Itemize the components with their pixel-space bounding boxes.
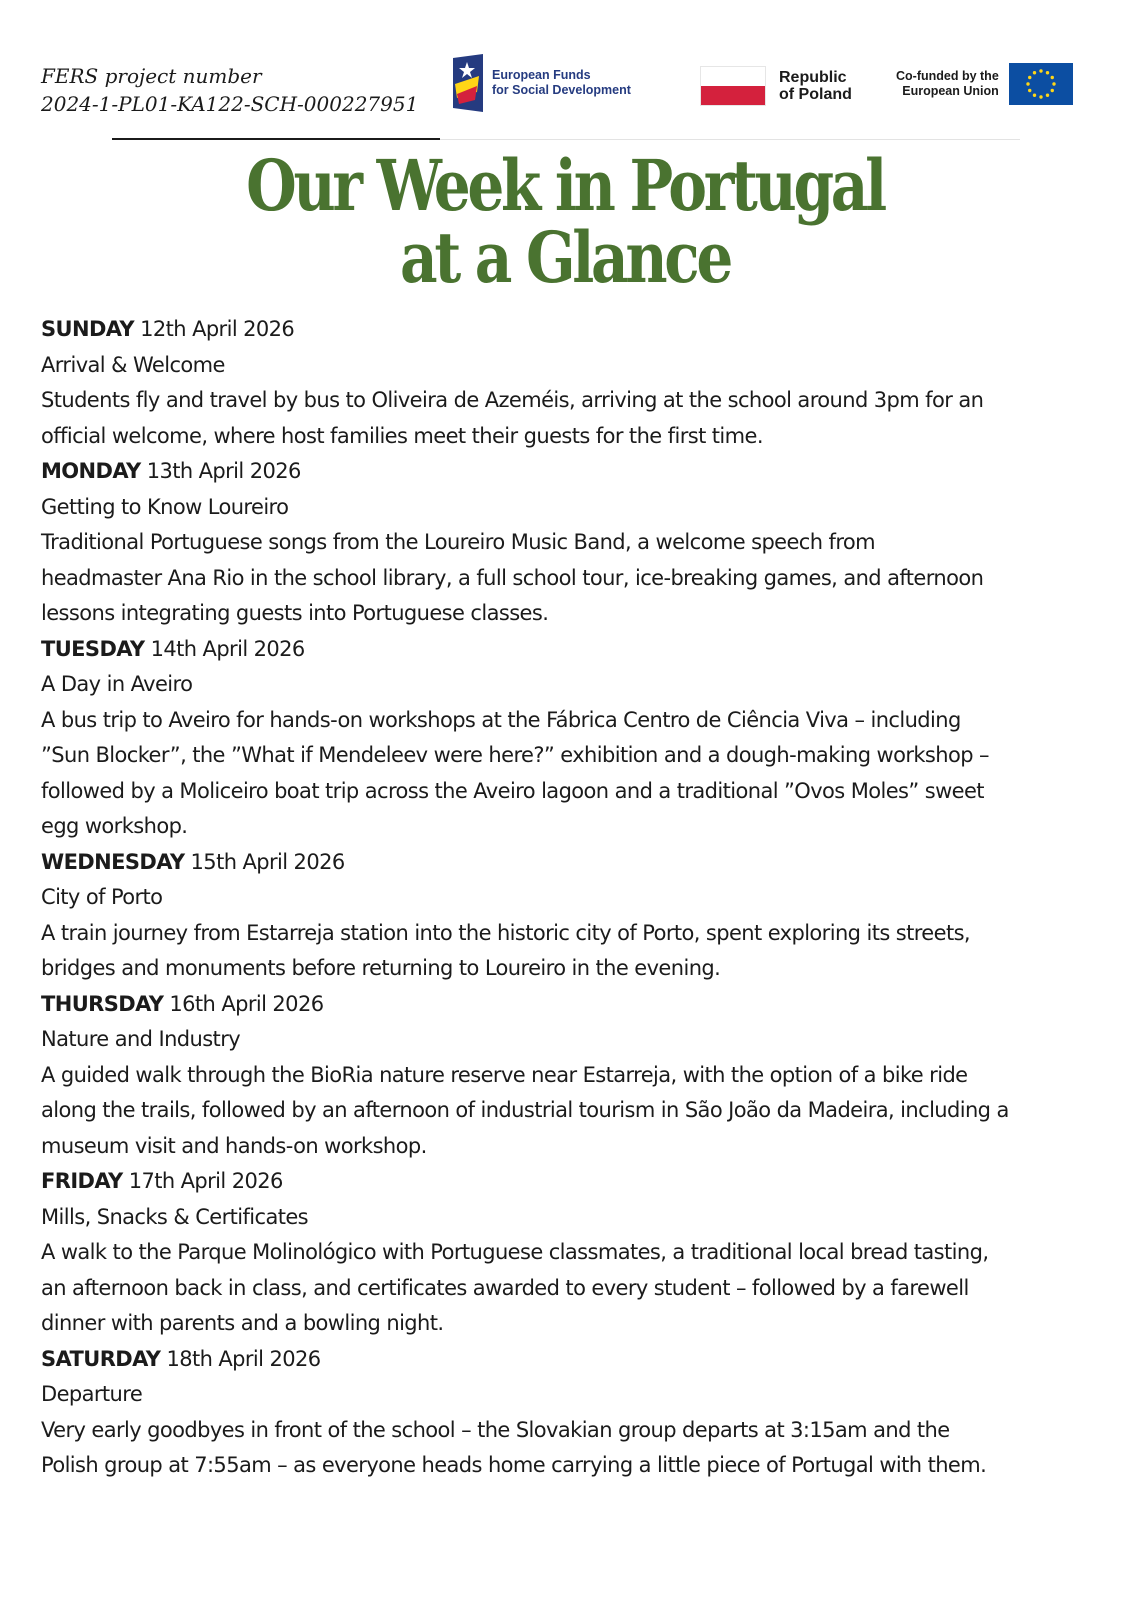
day-title <box>41 1164 1101 1200</box>
day-section <box>41 632 1101 845</box>
eu-star-icon <box>1046 94 1049 97</box>
day-heading: Arrival & Welcome <box>41 352 225 377</box>
european-funds-logo <box>453 54 631 112</box>
day-description-line: along the trails, followed by an afternoon of industrial tourism in São João da Madeira, including a <box>41 1098 1009 1122</box>
day-description-line: A bus trip to Aveiro for hands-on workshops at the Fábrica Centro de Ciência Viva – including <box>41 707 961 732</box>
day-description-line: an afternoon back in class, and certificates awarded to every student – followed by a farewell <box>41 1275 969 1300</box>
eu-star-icon <box>1026 82 1029 85</box>
day-name: THURSDAY <box>41 991 164 1016</box>
day-name: FRIDAY <box>41 1169 123 1193</box>
day-date: 16th April 2026 <box>169 991 324 1016</box>
republic-of-poland-text: Republic of Poland <box>779 69 852 103</box>
eu-star-icon <box>1050 89 1053 92</box>
republic-of-poland-logo <box>700 66 852 106</box>
day-title <box>41 845 1101 881</box>
day-date: 18th April 2026 <box>166 1346 321 1371</box>
day-date: 14th April 2026 <box>150 636 305 661</box>
day-title <box>41 312 1101 348</box>
project-number: 2024-1-PL01-KA122-SCH-000227951 <box>41 92 419 116</box>
day-description-line: ”Sun Blocker”, the ”What if Mendeleev were here?” exhibition and a dough-making workshop – <box>41 743 989 767</box>
day-description-line: Polish group at 7:55am – as everyone heads home carrying a little piece of Portugal with them. <box>41 1453 987 1477</box>
eu-cofunded-logo <box>896 63 1073 105</box>
day-description-line: bridges and monuments before returning to Loureiro in the evening. <box>41 956 721 980</box>
day-description-line: lessons integrating guests into Portuguese classes. <box>41 601 549 625</box>
day-date: 15th April 2026 <box>190 849 345 874</box>
page-title-line-2: at a Glance <box>399 216 730 299</box>
day-description-line: A guided walk through the BioRia nature reserve near Estarreja, with the option of a bike ride <box>41 1062 968 1087</box>
page-header <box>0 0 1130 140</box>
day-description-line: Students fly and travel by bus to Oliveira de Azeméis, arriving at the school around 3pm for an <box>41 388 984 412</box>
day-date: 12th April 2026 <box>140 317 295 341</box>
day-heading: Departure <box>41 1382 143 1406</box>
day-name: SUNDAY <box>41 317 135 341</box>
day-description-line: official welcome, where host families meet their guests for the first time. <box>41 423 763 448</box>
european-funds-icon <box>453 54 483 112</box>
page-title-line-1: Our Week in Portugal <box>246 144 884 227</box>
day-heading: Nature and Industry <box>41 1027 241 1051</box>
day-description-line: museum visit and hands-on workshop. <box>41 1133 427 1158</box>
day-heading: City of Porto <box>41 885 163 909</box>
day-title <box>41 632 1101 668</box>
day-section <box>41 1164 1101 1342</box>
project-label: FERS project number <box>41 64 262 88</box>
day-description-line: A train journey from Estarreja station into the historic city of Porto, spent exploring its streets, <box>41 920 970 945</box>
day-description-line: A walk to the Parque Molinológico with Portuguese classmates, a traditional local bread tasting, <box>41 1240 989 1264</box>
day-section <box>41 987 1101 1165</box>
eu-star-icon <box>1033 71 1036 74</box>
day-title <box>41 1342 1101 1378</box>
day-name: TUESDAY <box>41 636 145 661</box>
day-section <box>41 454 1101 632</box>
day-title <box>41 987 1101 1023</box>
day-description-line: Very early goodbyes in front of the school – the Slovakian group departs at 3:15am and the <box>41 1417 950 1442</box>
day-name: WEDNESDAY <box>41 849 185 874</box>
eu-star-icon <box>1033 94 1036 97</box>
eu-star-icon <box>1052 82 1055 85</box>
eu-star-icon <box>1039 95 1042 98</box>
day-heading: A Day in Aveiro <box>41 672 193 696</box>
day-name: SATURDAY <box>41 1346 161 1371</box>
header-divider <box>440 139 1020 140</box>
day-description-line: headmaster Ana Rio in the school library, a full school tour, ice-breaking games, and afternoon <box>41 565 984 590</box>
day-heading: Mills, Snacks & Certificates <box>41 1204 309 1229</box>
page-title <box>96 144 1034 299</box>
eu-star-icon <box>1039 69 1042 72</box>
eu-star-icon <box>1028 76 1031 79</box>
day-description-line: Traditional Portuguese songs from the Loureiro Music Band, a welcome speech from <box>41 530 876 554</box>
european-funds-text: European Funds for Social Development <box>492 68 631 97</box>
day-section <box>41 1342 1101 1484</box>
day-description-line: followed by a Moliceiro boat trip across the Aveiro lagoon and a traditional ”Ovos Moles” sweet <box>41 778 984 803</box>
project-info <box>41 62 418 118</box>
itinerary <box>41 312 1101 1484</box>
eu-flag-icon <box>1009 63 1073 105</box>
day-description-line: egg workshop. <box>41 814 188 838</box>
day-description-line: dinner with parents and a bowling night. <box>41 1311 444 1335</box>
day-section <box>41 845 1101 987</box>
day-title <box>41 454 1101 490</box>
eu-cofunded-text: Co-funded by the European Union <box>896 69 999 98</box>
day-section <box>41 312 1101 454</box>
day-date: 17th April 2026 <box>128 1169 283 1193</box>
polish-flag-icon <box>700 66 766 106</box>
project-underline <box>112 138 440 140</box>
eu-star-icon <box>1028 89 1031 92</box>
day-heading: Getting to Know Loureiro <box>41 494 289 519</box>
eu-star-icon <box>1050 76 1053 79</box>
day-date: 13th April 2026 <box>146 459 301 483</box>
eu-star-icon <box>1046 71 1049 74</box>
day-name: MONDAY <box>41 459 141 483</box>
